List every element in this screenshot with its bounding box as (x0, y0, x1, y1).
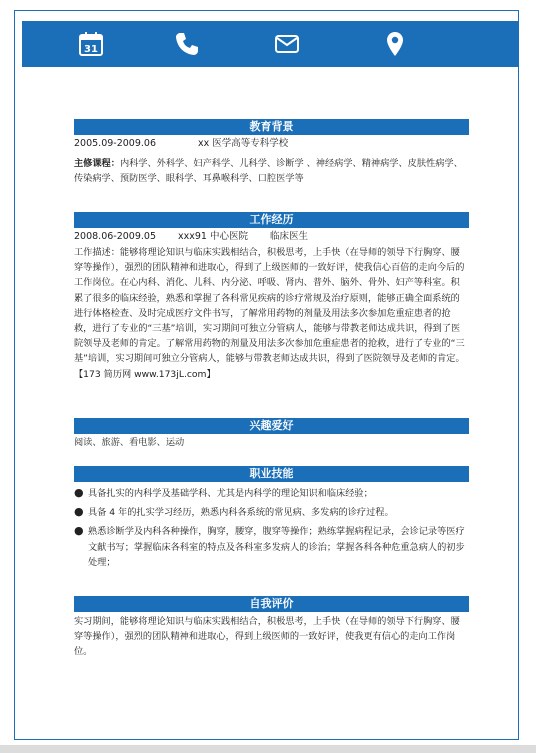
contact-bar (22, 21, 519, 67)
education-row (74, 136, 469, 152)
work-row (74, 229, 469, 245)
mail-icon (274, 31, 300, 57)
self-evaluation-text: 实习期间，能够将理论知识与临床实践相结合，积极思考，上手快（在导师的领导下行胸穿、腰穿等操作），强烈的团队精神和进取心，得到上级医师的一致好评，使我更有信心的走向工作岗位。 (74, 616, 460, 658)
courses-text: 内科学、外科学、妇产科学、儿科学、诊断学 、神经病学、精神病学、皮肤性病学、传染病学、预防医学、眼科学、耳鼻喉科学、口腔医学等 (74, 158, 463, 185)
skill-text: 具备扎实的内科学及基础学科、尤其是内科学的理论知识和临床经验； (88, 488, 373, 499)
bullet-icon: ● (74, 524, 84, 538)
skill-item (74, 505, 469, 520)
courses-label: 主修课程： (74, 158, 120, 169)
self-evaluation-section (74, 596, 469, 660)
skills-section (74, 466, 469, 570)
education-courses (74, 156, 469, 186)
work-description: 工作描述：能够将理论知识与临床实践相结合，积极思考，上手快（在导师的领导下行胸穿、腰穿等操作），强烈的团队精神和进取心，得到了上级医师的一致好评，使我信心百倍的走向今后的工作岗位。在心内科、消化、儿科、内分泌、呼吸、肾内、普外、脑外、骨外、妇产等科室。积累了很多的临床经验，熟悉和掌握了各科常见疾病的诊疗常规及治疗原则，能够正确全面系统的进行体格检查、及时完成医疗文件书写，了解常用药物的剂量及用法多次参加危重症患者的抢救，进行了专业的“三基”培训，实习期间可独立分管病人，能够与带教老师达成共识，得到了医院领导及老师的肯定。了解常用药物的剂量及用法多次参加危重症患者的抢救，进行了专业的“三基”培训，实习期间可独立分管病人，能够与带教老师达成共识，得到了医院领导及老师的肯定。【173 简历网 www.173jL.com】 (74, 247, 465, 380)
work-position: 临床医生 (270, 231, 309, 242)
skills-list (74, 486, 469, 570)
hobbies-section (74, 418, 469, 450)
bullet-icon: ● (74, 505, 84, 519)
skills-heading: 职业技能 (74, 466, 469, 482)
bullet-icon: ● (74, 486, 84, 499)
work-period: 2008.06-2009.05 (74, 231, 156, 242)
education-heading: 教育背景 (74, 119, 469, 135)
phone-icon (174, 31, 200, 57)
hobbies-text: 阅读、旅游、看电影、运动 (74, 437, 185, 448)
calendar-icon (78, 31, 104, 57)
skill-item (74, 486, 469, 501)
hobbies-heading: 兴趣爱好 (74, 418, 469, 434)
education-section (74, 119, 469, 186)
page-shadow (0, 745, 536, 753)
self-evaluation-heading: 自我评价 (74, 596, 469, 612)
calendar-day: 31 (84, 44, 98, 55)
work-company: xxx91 中心医院 (178, 231, 248, 242)
work-heading: 工作经历 (74, 212, 469, 228)
skill-text: 具备 4 年的扎实学习经历，熟悉内科各系统的常见病、多发病的诊疗过程。 (88, 507, 394, 519)
work-section (74, 212, 469, 382)
skill-item (74, 524, 469, 570)
location-pin-icon (382, 31, 408, 57)
education-school: xx 医学高等专科学校 (198, 138, 289, 149)
skill-text: 熟悉诊断学及内科各种操作，胸穿，腰穿，腹穿等操作；熟练掌握病程记录，会诊记录等医疗文献书写；掌握临床各科室的特点及各科室多发病人的诊治；掌握各科各种危重急病人的初步处理； (88, 526, 465, 568)
education-period: 2005.09-2009.06 (74, 138, 156, 149)
